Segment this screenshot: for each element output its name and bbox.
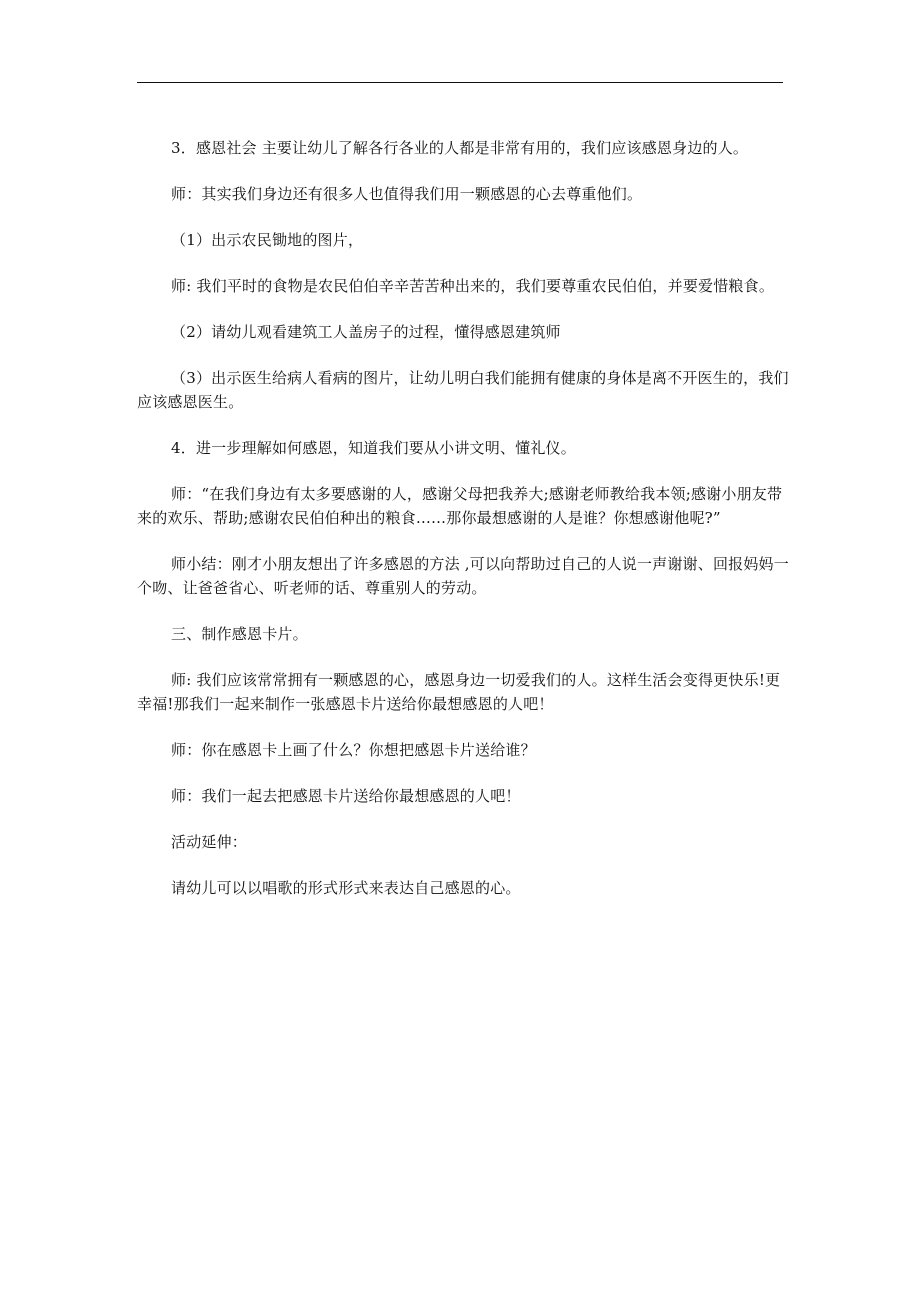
paragraph-activity-extension: 请幼儿可以以唱歌的形式形式来表达自己感恩的心。 <box>171 879 521 897</box>
paragraph-understand-gratitude: 4．进一步理解如何感恩，知道我们要从小讲文明、懂礼仪。 <box>171 439 576 457</box>
paragraph-teacher-summary: 师小结：刚才小朋友想出了许多感恩的方法 ,可以向帮助过自己的人说一声谢谢、回报妈妈一个吻、让爸爸省心、听老师的话、尊重别人的劳动。 <box>137 555 789 597</box>
paragraph-teacher-farmer: 师: 我们平时的食物是农民伯伯辛辛苦苦种出来的，我们要尊重农民伯伯，并要爱惜粮食。 <box>171 277 775 295</box>
header-rule <box>137 82 783 83</box>
paragraph-teacher-intro: 师：其实我们身边还有很多人也值得我们用一颗感恩的心去尊重他们。 <box>171 185 643 203</box>
paragraph-teacher-card-intro: 师: 我们应该常常拥有一颗感恩的心，感恩身边一切爱我们的人。这样生活会变得更快乐!更幸福!那我们一起来制作一张感恩卡片送给你最想感恩的人吧！ <box>137 671 781 713</box>
section-heading-make-card: 三、制作感恩卡片。 <box>171 625 308 643</box>
paragraph-gratitude-society: 3．感恩社会 主要让幼儿了解各行各业的人都是非常有用的，我们应该感恩身边的人。 <box>171 139 749 157</box>
paragraph-teacher-card-send: 师：我们一起去把感恩卡片送给你最想感恩的人吧！ <box>171 787 521 805</box>
paragraph-doctor-picture: （3）出示医生给病人看病的图片，让幼儿明白我们能拥有健康的身体是离不开医生的，我们应该感恩医生。 <box>137 369 789 411</box>
paragraph-show-farmer-picture: （1）出示农民锄地的图片， <box>171 231 364 249</box>
paragraph-teacher-thanks: 师：“在我们身边有太多要感谢的人，感谢父母把我养大;感谢老师教给我本领;感谢小朋友带来的欢乐、帮助;感谢农民伯伯种出的粮食……那你最想感谢的人是谁？你想感谢他呢?” <box>137 485 783 527</box>
paragraph-teacher-card-question: 师：你在感恩卡上画了什么？你想把感恩卡片送给谁？ <box>171 741 536 759</box>
heading-activity-extension: 活动延伸： <box>171 833 248 851</box>
document-body <box>137 136 789 922</box>
paragraph-construction-worker: （2）请幼儿观看建筑工人盖房子的过程，懂得感恩建筑师 <box>171 323 561 341</box>
